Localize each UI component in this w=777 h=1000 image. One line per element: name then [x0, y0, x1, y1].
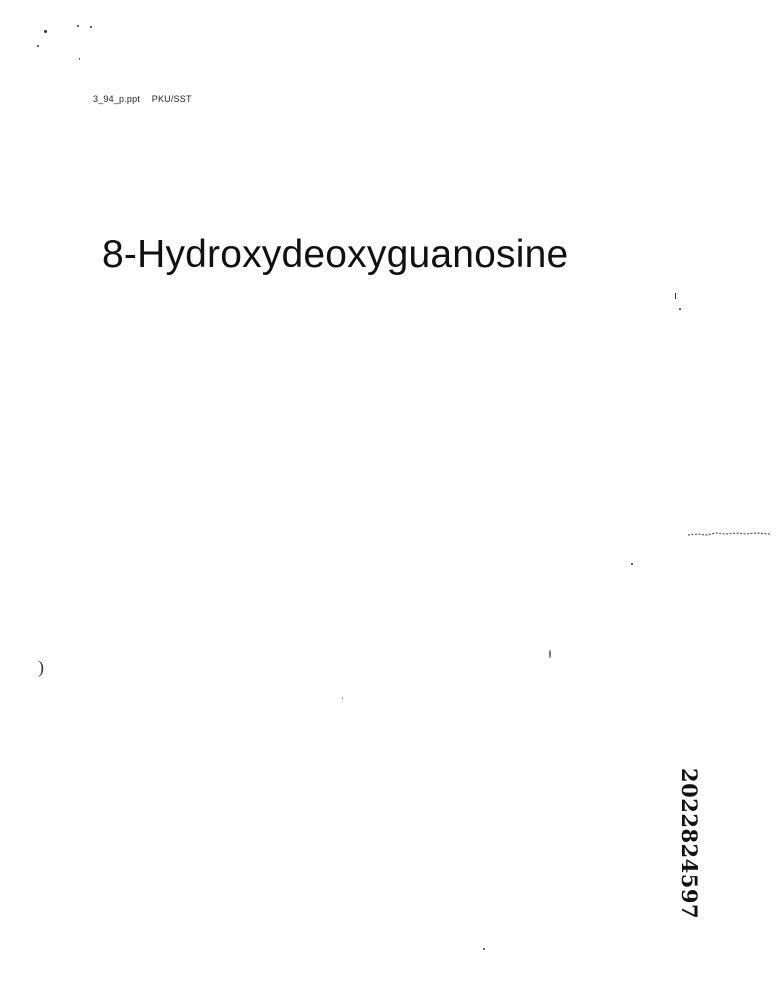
scan-smear [686, 531, 772, 537]
scan-speck [549, 650, 551, 658]
scan-speck [483, 948, 485, 950]
scan-speck [44, 30, 47, 33]
header-line [93, 94, 192, 104]
scan-speck [90, 26, 92, 28]
scan-speck [37, 45, 39, 47]
scan-speck [679, 308, 681, 310]
scan-speck [631, 563, 633, 565]
scan-speck [77, 25, 79, 27]
header-source: PKU/SST [151, 94, 192, 104]
document-id-stamp: 2022824597 [677, 768, 702, 920]
scan-speck [79, 58, 80, 60]
scan-speck [342, 697, 343, 699]
slide-title: 8-Hydroxydeoxyguanosine [102, 233, 569, 276]
header-filename: 3_94_p.ppt [93, 94, 141, 104]
scan-mark: ) [38, 657, 44, 677]
scan-speck [675, 293, 676, 299]
